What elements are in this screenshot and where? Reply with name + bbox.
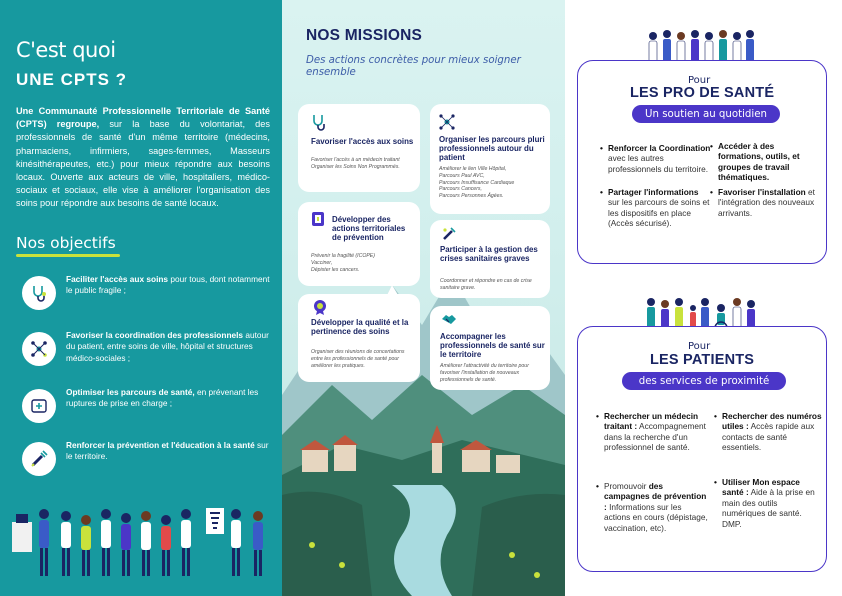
pour-label: Pour (688, 341, 711, 352)
cpts-intro: Une Communauté Professionnelle Territoriale de Santé (CPTS) regroupe, sur la base du volontariat, des professionnels de santé d'un même territoire (médecins, pharmaciens, infirmiers, sages-femmes, Masseurs kinésithérapeutes, etc.) pour mieux répondre aux besoins locaux. Ouverte aux acteurs de ville, hospitaliers, médico-sociaux et sociaux, elle vise à améliorer l'organisation des soins pour répondre aux besoins de santé locaux. (16, 106, 270, 209)
mission-card-access (298, 104, 420, 192)
objective-title: Faciliter l'accès aux soins (66, 274, 169, 284)
objective-item (22, 330, 272, 370)
health-professionals-illustration (10, 500, 272, 590)
quality-badge-icon (311, 298, 329, 316)
objective-text: pour tous, dont notamment le public fragile ; (66, 274, 270, 296)
pro-bullet: • Favoriser l'installation et l'intégration des nouveaux arrivants. (718, 187, 818, 218)
care-path-icon (22, 389, 56, 423)
objectives-underline (16, 254, 120, 257)
objective-text: en prévenant les ruptures de prise en charge ; (66, 387, 259, 409)
pro-bullet: • Accéder à des formations, outils, et groupes de travail thématiques. (718, 141, 818, 183)
pro-bullet: • Partager l'informations sur les parcours de soins et les dispositifs en place (Accès sécurisé). (608, 187, 712, 229)
pro-sante-pill: Un soutien au quotidien (632, 105, 780, 123)
missions-title: NOS MISSIONS (306, 27, 423, 44)
objective-title: Favoriser la coordination des professionnels (66, 330, 244, 340)
mission-card-support (430, 306, 550, 390)
mission-card-crisis (430, 220, 550, 298)
objective-title: Optimiser les parcours de santé, (66, 387, 195, 397)
patients-title: LES PATIENTS (650, 352, 755, 368)
objective-text: autour du patient, entre soins de ville, hôpital et structures médico-sociales ; (66, 330, 269, 363)
mission-description: Prévenir la fragilité (ICOPE) Vacciner, Dépister les cancers. (311, 253, 375, 273)
prevention-icon (311, 211, 325, 227)
mission-description: Améliorer l'attractivité du territoire pour favoriser l'installation de nouveaux professionnels de santé. (440, 363, 529, 383)
network-icon (22, 332, 56, 366)
mission-description: Organiser des réunions de concertations entre les professionnels de santé pour améliorer les pratiques. (311, 349, 405, 369)
mission-title: Favoriser l'accès aux soins (311, 137, 414, 146)
mission-title: Développer la qualité et la pertinence des soins (311, 318, 409, 337)
objective-title: Renforcer la prévention et l'éducation à la santé (66, 440, 255, 450)
mission-title: Accompagner les professionnels de santé sur le territoire (440, 332, 545, 360)
pro-bullet: • Renforcer la Coordination avec les autres professionnels du territoire. (608, 143, 712, 174)
patients-bullet: • Rechercher des numéros utiles : Accès rapide aux contacts de santé essentiels. (722, 411, 822, 453)
audiences-panel (565, 0, 842, 596)
pro-sante-box (577, 60, 827, 264)
mission-title: Développer des actions territoriales de prévention (332, 215, 406, 243)
stethoscope-icon (22, 276, 56, 310)
stethoscope-icon (310, 113, 328, 131)
network-icon (438, 113, 456, 131)
patients-box (577, 326, 827, 572)
mission-title: Organiser les parcours pluri professionnels autour du patient (439, 135, 545, 163)
mission-card-prevention (298, 202, 420, 286)
objective-item (22, 274, 272, 314)
patients-bullet: • Utiliser Mon espace santé : Aide à la prise en main des outils numériques de santé. DMP. (722, 477, 818, 529)
pro-sante-title: LES PRO DE SANTÉ (630, 85, 775, 101)
mission-description: Améliorer le lien Ville Hôpital, Parcours Paul AVC, Parcours Insuffisance Cardiaque Parcours Cancers, Parcours Personnes Âgées. (439, 166, 515, 200)
mission-description: Favoriser l'accès à un médecin traitant Organiser les Soins Non Programmés. (311, 157, 400, 170)
mission-description: Coordonner et répondre en cas de crise sanitaire grave. (440, 278, 532, 291)
pour-label: Pour (688, 75, 711, 86)
objective-item (22, 440, 272, 480)
question-heading: C'est quoi (16, 38, 116, 62)
patients-bullet: • Rechercher un médecin traitant : Accompagnement dans la recherche d'un professionnel de santé. (604, 411, 708, 453)
mission-card-pathways (430, 104, 550, 214)
syringe-icon (22, 442, 56, 476)
missions-panel (282, 0, 565, 596)
objective-text: sur le territoire. (66, 440, 269, 462)
alert-icon (440, 225, 458, 243)
patients-pill: des services de proximité (622, 372, 786, 390)
objective-item (22, 387, 272, 427)
cpts-title: UNE CPTS ? (16, 70, 128, 89)
missions-subtitle: Des actions concrètes pour mieux soigner ensemble (306, 55, 521, 78)
objectives-heading: Nos objectifs (16, 234, 116, 252)
mission-card-quality (298, 294, 420, 382)
left-panel (0, 0, 282, 596)
mission-title: Participer à la gestion des crises sanitaires graves (440, 245, 538, 264)
handshake-icon (440, 310, 458, 328)
patients-bullet: • Promouvoir des campagnes de prévention : Informations sur les actions en cours (dépistage, vaccination, etc). (604, 481, 708, 533)
